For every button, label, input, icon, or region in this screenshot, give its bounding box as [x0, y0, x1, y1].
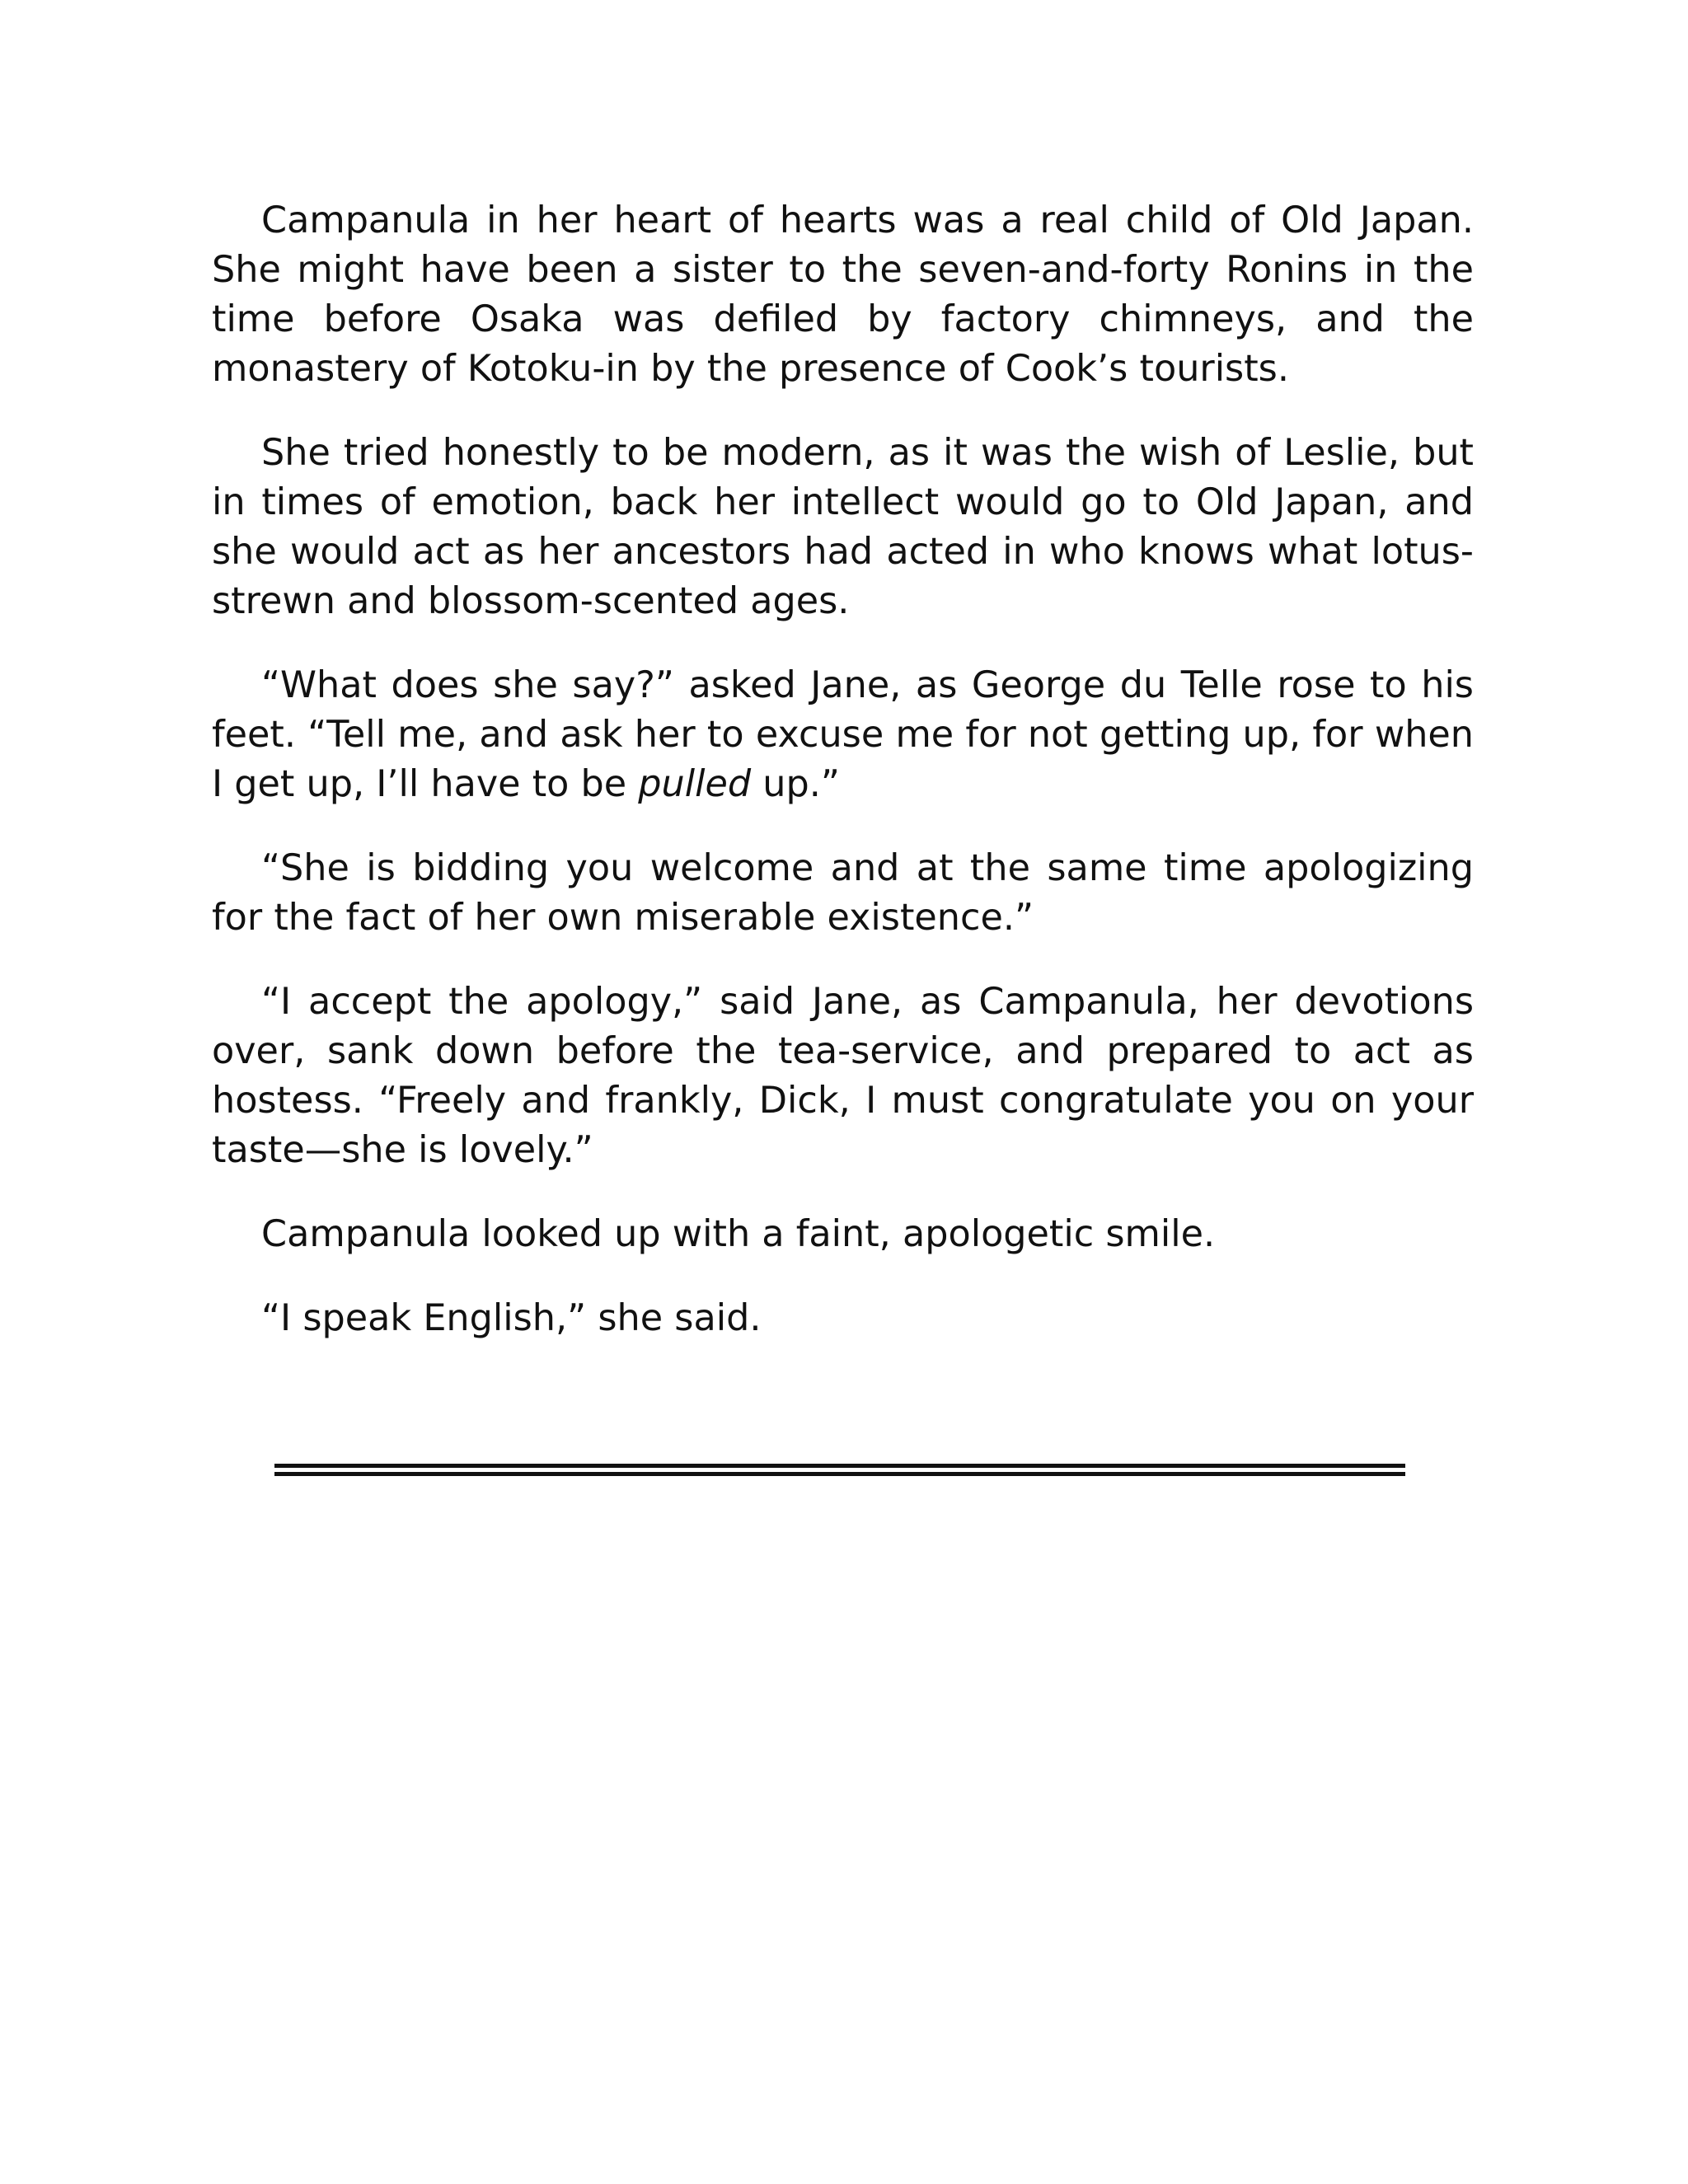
paragraph-6: Campanula looked up with a faint, apologetic smile. — [261, 1213, 1216, 1255]
paragraph-3 — [212, 661, 1474, 809]
body-text — [212, 196, 1474, 1378]
paragraph-4: “She is bidding you welcome and at the same time apologizing for the fact of her own miserable existence.” — [212, 847, 1474, 939]
rule-line-top — [274, 1464, 1405, 1468]
paragraph-3-before: “What does she say?” asked Jane, as George du Telle rose to his feet. “Tell me, and ask her to excuse me for not getting up, for when I get up, I’ll have to be — [212, 664, 1474, 805]
rule-line-bottom — [274, 1472, 1405, 1476]
paragraph-1: Campanula in her heart of hearts was a real child of Old Japan. She might have been a sister to the seven-and-forty Ronins in the time before Osaka was defiled by factory chimneys, and the monastery of Kotoku-in by the presence of Cook’s tourists. — [212, 199, 1474, 390]
section-end-double-rule — [274, 1464, 1405, 1475]
emphasis-pulled: pulled — [638, 763, 752, 805]
paragraph-5: “I accept the apology,” said Jane, as Campanula, her devotions over, sank down before the tea-service, and prepared to act as hostess. “Freely and frankly, Dick, I must congratulate you on your taste—she is lovely.” — [212, 981, 1474, 1171]
paragraph-7: “I speak English,” she said. — [261, 1297, 762, 1339]
paragraph-2: She tried honestly to be modern, as it was the wish of Leslie, but in times of emotion, back her intellect would go to Old Japan, and she would act as her ancestors had acted in who knows what lotus-strewn and blossom-scented ages. — [212, 432, 1474, 622]
paragraph-3-after: up.” — [751, 763, 840, 805]
